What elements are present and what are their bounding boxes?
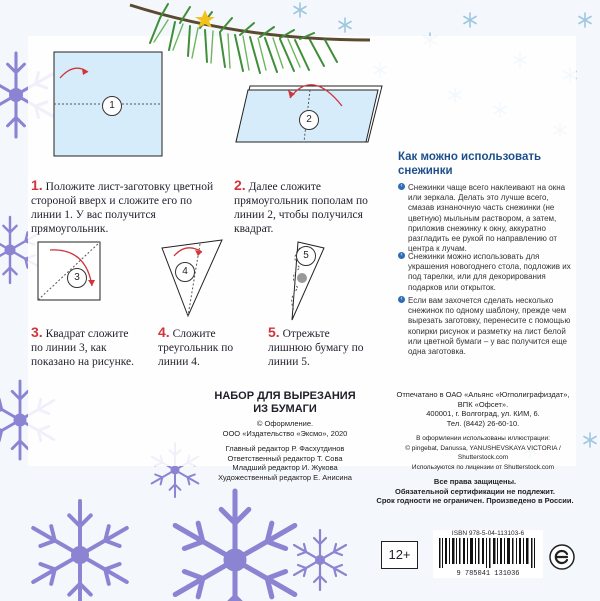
step-text: Далее сложите прямоугольник пополам по линии 2, чтобы получился квадрат. (234, 181, 368, 235)
step-number: 1. (31, 177, 43, 193)
illustration-credit: Используются по лицензии от Shutterstock.com (411, 463, 555, 471)
step-number: 5. (268, 324, 280, 340)
step-4 (158, 325, 248, 369)
bullet-icon: ‹ (398, 183, 405, 190)
step-number: 4. (158, 324, 170, 340)
fold-line-label: 1 (102, 96, 122, 116)
step-text: Положите лист-заготовку цветной стороной вверх и сложите его по линии 1. У вас получится прямоугольник. (31, 181, 214, 235)
editor-line: Главный редактор Р. Фасхутдинов (225, 444, 345, 453)
tip-item (398, 296, 573, 357)
printing-block (388, 390, 578, 472)
step-text: Сложите треугольник по линии 4. (158, 328, 234, 368)
step-1 (31, 178, 219, 236)
printing-line: Отпечатано в ОАО «Альянс «Югполиграфиздат», (396, 390, 570, 399)
rights-line: Обязательной сертификации не подлежит. (394, 486, 555, 496)
step4-diagram (160, 238, 230, 318)
illustration-credit: © pingebat, Danussa, YANUSHEVSKAYA VICTORIA / Shutterstock.com (405, 444, 561, 461)
editor-line: Ответственный редактор Т. Сова (227, 453, 343, 463)
copyright-line: © Оформление. (256, 419, 314, 428)
step-text: Квадрат сложите по линии 3, как показано на рисунке. (31, 328, 135, 368)
printing-line: 400001, г. Волгоград, ул. КИМ, 6. (426, 409, 540, 418)
fold-line-label: 3 (67, 268, 87, 288)
rights-line: Все права защищены. (433, 477, 517, 486)
age-rating-badge: 12+ (381, 541, 418, 569)
step-text: Отрежьте лишнюю бумагу по линии 5. (268, 328, 364, 368)
step-2 (234, 178, 384, 236)
tips-title: Как можно использовать снежинки (398, 151, 542, 177)
barcode (433, 530, 543, 578)
barcode-bars (433, 538, 543, 568)
bullet-icon: ‹ (398, 252, 405, 259)
tip-text: Снежинки можно использовать для украшения новогоднего стола, подложив их под тарелки, или для декорирования подарков или открыток. (408, 252, 571, 292)
bullet-icon: ‹ (398, 296, 405, 303)
tip-text: Снежинки чаще всего наклеивают на окна или зеркала. Делать это лучше всего, смазав изнаночную часть снежинки (не цветную) мыльным раствором, а затем, приложив снежинку к окну, аккуратно разгладить ее рукой по направлению от центра к лучам. (408, 183, 566, 254)
illustration-credit: В оформлении использованы иллюстрации: (416, 435, 550, 442)
step-number: 3. (31, 324, 43, 340)
step-3 (31, 325, 141, 369)
step-number: 2. (234, 177, 246, 193)
editor-line: Младший редактор И. Жукова (232, 463, 338, 472)
printing-line: ВПК «Офсет». (457, 399, 509, 409)
product-title: ИЗ БУМАГИ (253, 403, 317, 415)
credits-block (185, 390, 385, 482)
tip-text: Если вам захочется сделать несколько снежинок по одному шаблону, прежде чем вырезать заготовку, перенесите с помощью копирки рисунок и разметку на лист белой или цветной бумаги – у вас получится еще одна заготовка. (408, 296, 571, 357)
printing-line: Тел. (8442) 26-60-10. (446, 418, 520, 428)
fold-line-label: 4 (175, 262, 195, 282)
rights-line: Срок годности не ограничен. Произведено в России. (376, 496, 574, 505)
fold-line-label: 5 (296, 246, 316, 266)
fold-line-label: 2 (299, 110, 319, 130)
editor-line: Художественный редактор Е. Анисина (218, 472, 352, 482)
product-title: НАБОР ДЛЯ ВЫРЕЗАНИЯ (214, 390, 356, 402)
publisher-logo (549, 544, 575, 570)
barcode-digits: 9 785041 131036 (456, 570, 520, 578)
tip-item (398, 252, 573, 293)
copyright-line: ООО «Издательство «Эксмо», 2020 (222, 428, 348, 438)
isbn-text: ISBN 978-5-04-113103-6 (451, 530, 525, 537)
tip-item (398, 183, 573, 254)
rights-block (370, 477, 580, 506)
step-5 (268, 325, 373, 369)
